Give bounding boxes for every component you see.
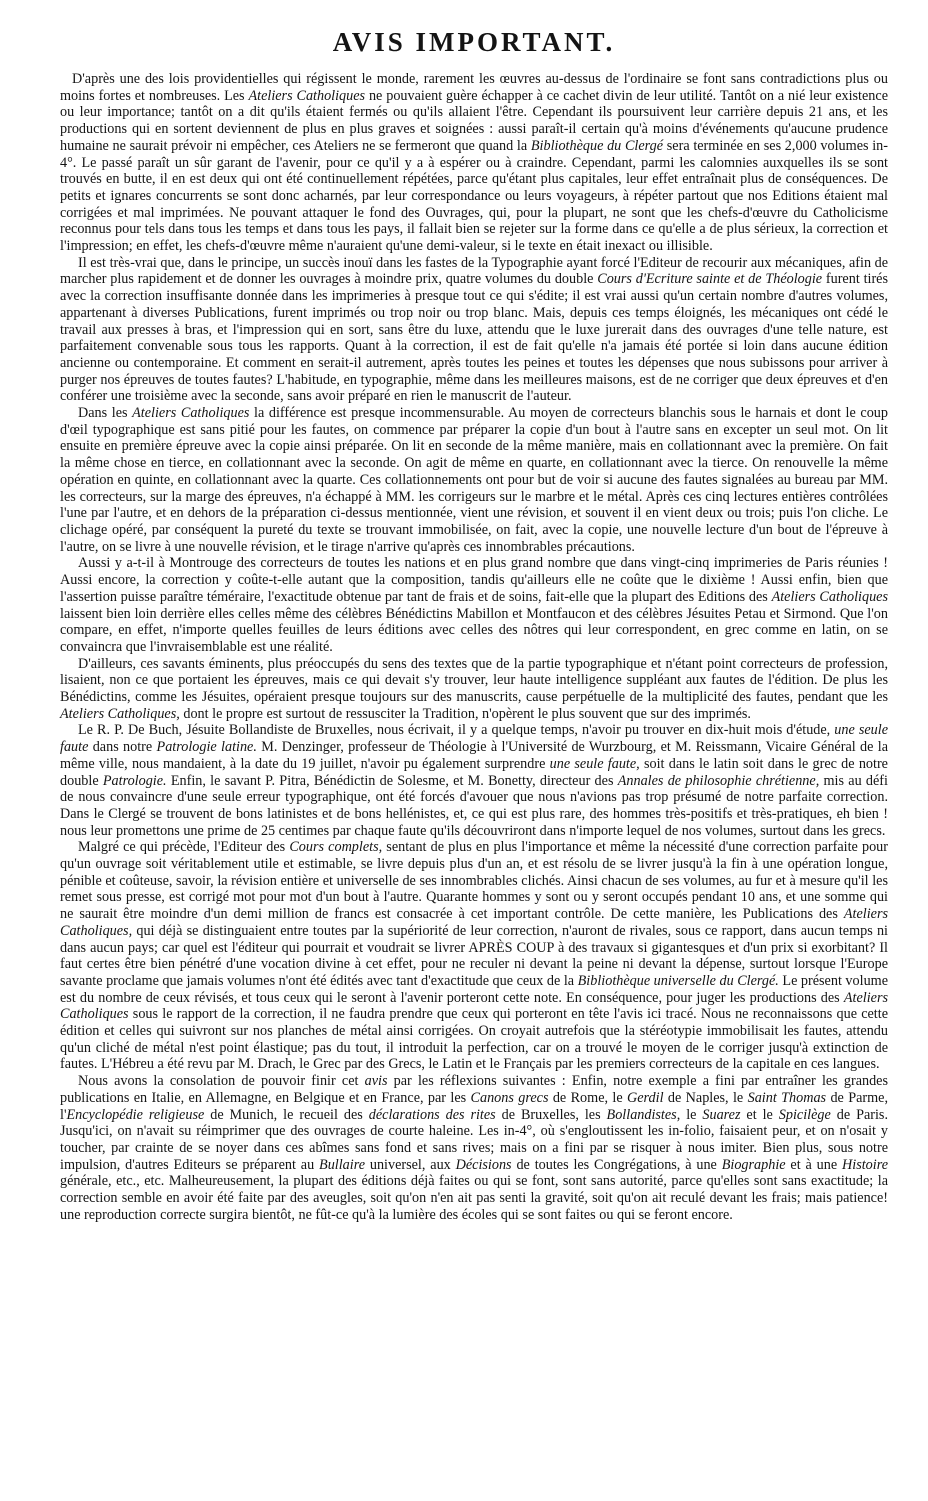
text-run: ne pouvaient guère échapper à ce cachet divin de leur utilité. Tantôt on a nié leur existence ou leur importance; tantôt on a dit qu'ils étaient fermés ou qu'ils allaient l'être. Cependant ils poursuivent leur carrière depuis 21 ans, et les productions qui en sortent deviennent de plus en plus graves et soignées : aussi paraît-il certain qu'à moins d'événements qu'aucune prudence humaine ne saurait prévoir ni empêcher, ces Ateliers ne se fermeront que quand la: [60, 87, 888, 154]
text-run: Le présent volume est du nombre de ceux révisés, et tous ceux qui le seront à l'avenir porteront cette note. En conséquence, pour juger les productions des: [60, 972, 888, 1006]
text-run: M. Denzinger, professeur de Théologie à l'Université de Wurzbourg, et M. Reissmann, Vicaire Général de la même ville, nous mandaient, à la date du 19 juillet, n'avoir pu également surprendre: [60, 739, 888, 772]
italic-text-run: Ateliers Catholiques,: [60, 705, 180, 722]
italic-text-run: Encyclopédie religieuse: [66, 1106, 205, 1123]
italic-text-run: Ateliers Catholiques: [132, 405, 250, 422]
italic-text-run: une seule faute: [60, 722, 889, 756]
italic-text-run: Spicilège: [778, 1106, 831, 1123]
italic-text-run: Saint Thomas: [747, 1089, 827, 1106]
text-run: dans notre: [88, 739, 157, 756]
italic-text-run: Bollandistes: [606, 1106, 677, 1123]
text-run: Aussi y a-t-il à Montrouge des correcteurs de toutes les nations et en plus grand nombre que dans vingt-cinq imprimeries de Paris réunies ! Aussi encore, la correction y coûte-t-elle autant que la composition, tandis qu'ailleurs elle ne coûte que le dixième ! Aussi enfin, bien que l'assertion puisse paraître téméraire, l'exactitude obtenue par tant de frais et de soins, fait-elle que la plupart des Editions des: [60, 555, 888, 605]
italic-text-run: Cours complets,: [289, 839, 383, 856]
italic-text-run: Ateliers Catholiques,: [60, 906, 888, 939]
italic-text-run: Annales de philosophie chrétienne,: [617, 772, 820, 789]
text-run: de Munich, le recueil des: [204, 1106, 369, 1123]
italic-text-run: Bibliothèque du Clergé: [530, 137, 664, 154]
text-run: soit dans le latin soit dans le grec de notre double: [60, 755, 888, 789]
paragraph: [60, 722, 888, 839]
italic-text-run: Décisions: [455, 1156, 512, 1173]
italic-text-run: Suarez: [702, 1106, 741, 1123]
page-title: AVIS IMPORTANT.: [332, 27, 616, 57]
italic-text-run: Ateliers Catholiques: [248, 87, 366, 104]
text-run: de Parme, l': [60, 1089, 888, 1123]
italic-text-run: Histoire: [842, 1156, 888, 1173]
text-run: de Rome, le: [548, 1089, 628, 1106]
text-run: laissent bien loin derrière elles celles même des célèbres Bénédictins Mabillon et Montfaucon et des célèbres Jésuites Petau et Sirmond. Que l'on compare, en effet, n'importe quelles feuilles de leurs éditions avec celles des nôtres qui leur correspondent, en grec comme en latin, on se convaincra que l'invraisemblable est une réalité.: [60, 605, 888, 655]
text-run: mis au défi de nous convaincre d'une seule erreur typographique, ont été forcés d'avouer que nous n'avions pas trop présumé de notre parfaite correction. Dans le Clergé se trouvent de bons latinistes et de bons hellénistes, et, ce qui est plus rare, des hommes très-positifs et très-pratiques, eh bien ! nous leur promettons une prime de 25 centimes par chaque faute qu'ils découvriront dans n'importe lequel de nos volumes, surtout dans les grecs.: [60, 772, 888, 839]
text-run: , le: [676, 1106, 703, 1123]
text-run: sous le rapport de la correction, il ne faudra prendre que ceux qui porteront en tête l'avis ici tracé. Nous ne reconnaissons que cette édition et celles qui suivront sur nos planches de métal ainsi corrigées. On croyait autrefois que la stéréotypie immobilisait les fautes, attendu qu'un cliché de métal n'est point élastique; pas du tout, il introduit la perfection, car on a trouvé le moyen de le corriger jusqu'à extinction de fautes. L'Hébreu a été revu par M. Drach, le Grec par des Grecs, le Latin et le Français par les premiers correcteurs de la capitale en ces langues.: [60, 1006, 888, 1073]
italic-text-run: déclarations des rites: [368, 1106, 496, 1123]
italic-text-run: Cours d'Ecriture sainte et de Théologie: [597, 271, 823, 288]
italic-text-run: Canons grecs: [470, 1089, 549, 1106]
paragraph: [60, 71, 888, 255]
text-run: Le R. P. De Buch, Jésuite Bollandiste de Bruxelles, nous écrivait, il y a quelque temps, n'avoir pu trouver en dix-huit mois d'étude,: [78, 722, 835, 739]
text-run: D'ailleurs, ces savants éminents, plus préoccupés du sens des textes que de la partie typographique et n'étant point correcteurs de profession, lisaient, non ce que portaient les épreuves, mais ce qui devait s'y trouver, leur haute intelligence suppléant aux fautes de l'édition. De plus les Bénédictins, comme les Jésuites, opéraient presque toujours sur des manuscrits, cause perpétuelle de la multiplicité des fautes, pendant que les: [60, 655, 888, 706]
notice-body: [60, 71, 888, 1224]
italic-text-run: Gerdil: [627, 1089, 664, 1106]
text-run: sera terminée en ses 2,000 volumes in-4°. Le passé paraît un sûr garant de l'avenir, pour ce qu'il y a à espérer ou à craindre. Cependant, parmi les calomnies auxquelles ils se sont trouvés en butte, il en est deux qui ont été continuellement répétées, parce qu'étant plus capitales, leur effet entraînait plus de conséquences. De petits et ignares concurrents se sont donc acharnés, par leur correspondance ou leurs voyageurs, à répéter partout que nos Editions étaient mal corrigées et mal imprimées. Ne pouvant attaquer le fond des Ouvrages, qui, pour la plupart, ne sont que les chefs-d'œuvre du Catholicisme reconnus pour tels dans tous les temps et dans tous les pays, il fallait bien se rejeter sur la forme dans ce qu'elle a de plus sérieux, la correction et l'impression; en effet, les chefs-d'œuvre même n'auraient qu'une demi-valeur, si le texte en était inexact ou illisible.: [60, 137, 888, 255]
text-run: furent tirés avec la correction insuffisante donnée dans les imprimeries à presque tout ce qui s'édite; il est vrai aussi qu'un certain nombre d'autres volumes, appartenant à diverses Publications, furent imprimés ou trop noir ou trop blanc. Mais, depuis ces temps éloignés, les mécaniques ont cédé le travail aux presses à bras, et l'impression qui en sort, sans être du luxe, attendu que le luxe jurerait dans des ouvrages d'une telle nature, est parfaitement convenable sous tous les rapports. Quant à la correction, il est de fait qu'elle n'a jamais été portée si loin dans aucune édition ancienne ou contemporaine. Et comment en serait-il autrement, après toutes les peines et toutes les dépenses que nous subissons pour arriver à purger nos épreuves de toutes fautes? L'habitude, en typographie, même dans les meilleures maisons, est de ne corriger que deux épreuves et d'en conférer une troisième avec la seconde, sans avoir préparé en rien le manuscrit de l'auteur.: [60, 271, 888, 405]
paragraph: [60, 555, 888, 655]
text-run: Enfin, le savant P. Pitra, Bénédictin de Solesme, et M. Bonetty, directeur des: [166, 772, 618, 789]
paragraph: [60, 656, 888, 723]
text-run: Il est très-vrai que, dans le principe, un succès inouï dans les fastes de la Typographie ayant forcé l'Editeur de recourir aux mécaniques, afin de marcher plus rapidement et de donner les ouvrages à moindre prix, quatre volumes du double: [60, 254, 888, 288]
italic-text-run: une seule faute,: [549, 755, 640, 772]
italic-text-run: avis: [364, 1073, 388, 1090]
text-run: Dans les: [78, 405, 133, 422]
italic-text-run: Bibliothèque universelle du Clergé.: [577, 972, 779, 989]
italic-text-run: Biographie: [721, 1156, 786, 1173]
text-run: de Paris. Jusqu'ici, on n'avait su réimprimer que des ouvrages de courte haleine. Les in-4°, où s'engloutissent les in-folio, faisaient peur, et on n'osait y toucher, par crainte de se noyer dans ces abîmes sans fond et sans rives; mais on a fini par se risquer à nous imiter. Bien plus, sous notre impulsion, d'autres Editeurs se préparent au: [60, 1106, 888, 1173]
text-run: D'après une des lois providentielles qui régissent le monde, rarement les œuvres au-dessus de l'ordinaire se font sans contradictions plus ou moins fortes et nombreuses. Les: [60, 71, 888, 104]
italic-text-run: Bullaire: [319, 1156, 366, 1173]
text-run: générale, etc., etc. Malheureusement, la plupart des éditions déjà faites ou qui se font, sont sans autorité, parce qu'elles sont sans exactitude; la correction semble en avoir été faite par des aveugles, soit qu'on n'en ait pas senti la gravité, soit qu'on ait reculé devant les frais; mais patience! une reproduction correcte surgira bientôt, ne fût-ce qu'à la lumière des écoles qui se sont faites ou qui se feront encore.: [60, 1173, 888, 1223]
text-run: Malgré ce qui précède, l'Editeur des: [78, 839, 290, 856]
text-run: la différence est presque incommensurable. Au moyen de correcteurs blanchis sous le harnais et dont le coup d'œil typographique est sans pitié pour les fautes, on commence par préparer la copie d'un bout à l'autre sans en excepter un seul mot. On lit ensuite en première épreuve avec la copie ainsi préparée. On lit en seconde de la même manière, mais en collationnant avec la première. On fait la même chose en tierce, en collationnant avec la seconde. On agit de même en quarte, en collationnant avec la tierce. On renouvelle la même opération en quinte, en collationnant avec la quarte. Ces collationnements ont pour but de voir si aucune des fautes signalées au bureau par MM. les correcteurs, sur la marge des épreuves, n'a échappé à MM. les corrigeurs sur le marbre et le métal. Après ces cinq lectures entières contrôlées l'une par l'autre, et en dehors de la préparation ci-dessus mentionnée, vient une révision, et souvent il en vient deux ou trois; puis l'on cliche. Le clichage opéré, par conséquent la pureté du texte se trouvant immobilisée, on fait, avec la copie, une nouvelle lecture d'un bout de l'épreuve à l'autre, on se livre à une nouvelle révision, et le tirage n'arrive qu'après ces innombrables précautions.: [60, 405, 888, 555]
text-run: de toutes les Congrégations, à une: [511, 1156, 722, 1173]
italic-text-run: Patrologie latine.: [156, 739, 257, 756]
text-run: universel, aux: [365, 1156, 456, 1173]
text-run: de Naples, le: [663, 1089, 748, 1106]
paragraph: [60, 255, 888, 405]
paragraph: [60, 839, 888, 1073]
italic-text-run: Patrologie.: [102, 772, 167, 789]
text-run: qui déjà se distinguaient entre toutes par la supériorité de leur correction, n'auront de rivales, sous ce rapport, dans aucun temps ni dans aucun pays; car quel est l'éditeur qui pourrait et voudrait se livrer APRÈS COUP à des travaux si gigantesques et d'un prix si exorbitant? Il faut certes être bien pénétré d'une vocation divine à cet effet, pour ne reculer ni devant la peine ni devant la dépense, surtout lorsque l'Europe savante proclame que jamais volumes n'ont été édités avec tant d'exactitude que ceux de la: [60, 922, 888, 989]
text-run: par les réflexions suivantes : Enfin, notre exemple a fini par entraîner les grandes publications en Italie, en Allemagne, en Belgique et en France, par les: [60, 1073, 888, 1106]
italic-text-run: Ateliers Catholiques: [60, 989, 888, 1023]
text-run: et à une: [785, 1156, 843, 1173]
text-run: de Bruxelles, les: [495, 1106, 607, 1123]
text-run: Nous avons la consolation de pouvoir finir cet: [78, 1073, 365, 1090]
text-run: dont le propre est surtout de ressusciter la Tradition, n'opèrent le plus souvent que sur des imprimés.: [179, 705, 751, 722]
text-run: et le: [740, 1106, 779, 1123]
paragraph: [60, 1073, 888, 1223]
text-run: sentant de plus en plus l'importance et même la nécessité d'une correction parfaite pour qu'un ouvrage soit véritablement utile et estimable, se livre depuis plus d'un an, et est résolu de se livrer jusqu'à la fin à une opération longue, pénible et coûteuse, savoir, la révision entière et universelle de ses innombrables clichés. Ainsi chacun de ses volumes, au fur et à mesure qu'il les remet sous presse, est corrigé mot pour mot d'un bout à l'autre. Quarante hommes y sont ou y seront occupés pendant 10 ans, et une somme qui ne saurait être moindre d'un demi million de francs est consacrée à cet important contrôle. De cette manière, les Publications des: [60, 839, 888, 923]
paragraph: [60, 405, 888, 555]
italic-text-run: Ateliers Catholiques: [771, 588, 888, 605]
